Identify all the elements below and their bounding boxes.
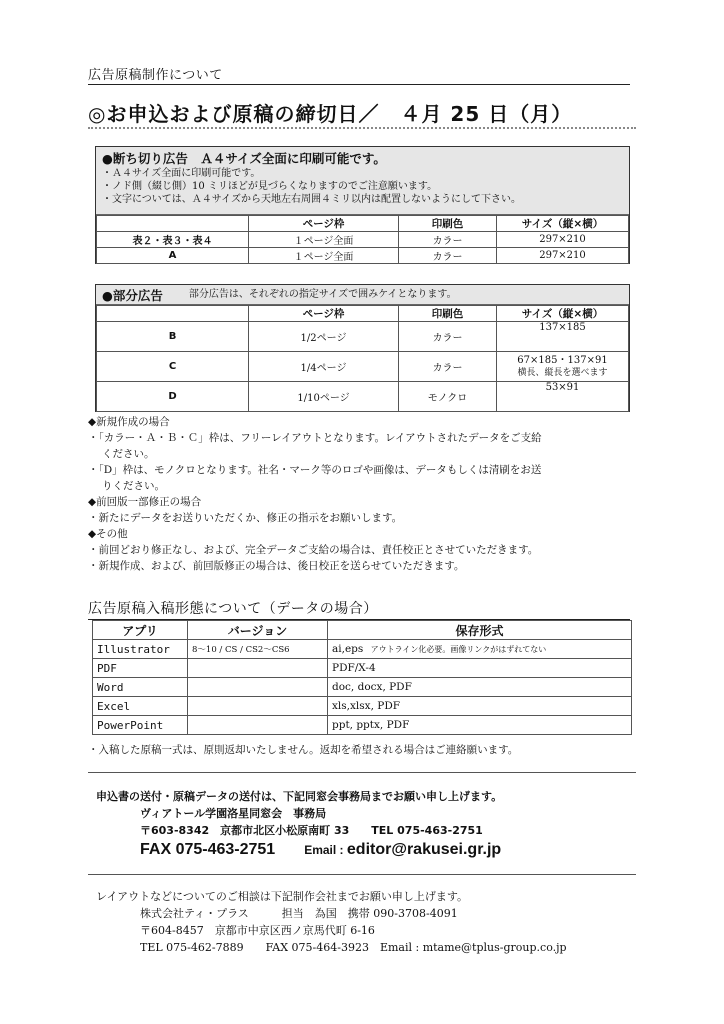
format-cell-version <box>188 659 328 678</box>
partial-cell-size <box>497 382 629 412</box>
bleed-cell-size: 297×210 <box>497 248 629 264</box>
table-row <box>97 352 629 382</box>
deadline-underline <box>88 127 636 129</box>
format-header-app: アプリ <box>93 621 188 640</box>
format-cell-format <box>328 640 632 659</box>
table-row <box>93 659 632 678</box>
bleed-header-page: ページ枠 <box>249 216 399 232</box>
format-header-version: バージョン <box>188 621 328 640</box>
contact-alumni-email[interactable]: editor@rakusei.gr.jp <box>346 841 502 858</box>
notes-new-2a: ・「D」枠は、モノクロとなります。社名・マーク等のロゴや画像は、データもしくは清刷をお送 <box>88 464 542 476</box>
format-cell-version <box>188 716 328 735</box>
contact-company-lead: レイアウトなどについてのご相談は下記制作会社までお願い申し上げます。 <box>96 890 469 903</box>
bleed-ad-header <box>96 147 629 215</box>
partial-cell-color: カラー <box>399 322 497 352</box>
format-cell-app: Word <box>93 678 188 697</box>
divider-2 <box>88 874 636 875</box>
notes-prev-heading: ◆前回版一部修正の場合 <box>88 496 202 508</box>
partial-size-note: 横長、縦長を選べます <box>517 367 608 378</box>
partial-header-color: 印刷色 <box>399 306 497 322</box>
contact-alumni-fax: FAX 075-463-2751 <box>140 841 276 858</box>
notes-other-1: ・前回どおり修正なし、および、完全データご支給の場合は、責任校正とさせていただきます。 <box>88 544 539 556</box>
bleed-cell-code: 表２・表３・表４ <box>97 232 249 248</box>
notes-other-heading: ◆その他 <box>88 528 128 540</box>
notes-prev-1: ・新たにデータをお送りいただくか、修正の指示をお願いします。 <box>88 512 403 524</box>
format-cell-format: doc, docx, PDF <box>328 678 632 697</box>
partial-size-value: 137×185 <box>539 322 586 333</box>
notes-other-2: ・新規作成、および、前回版修正の場合は、後日校正を送らせていただきます。 <box>88 560 465 572</box>
format-cell-version <box>188 678 328 697</box>
table-row <box>93 697 632 716</box>
bleed-note-3: ・文字については、Ａ４サイズから天地左右周囲４ミリ以内は配置しないようにして下さい。 <box>102 194 521 205</box>
partial-header-size: サイズ（縦×横） <box>497 306 629 322</box>
bleed-header-blank <box>97 216 249 232</box>
bleed-cell-color: カラー <box>399 248 497 264</box>
format-cell-format: PDF/X-4 <box>328 659 632 678</box>
partial-cell-size <box>497 322 629 352</box>
table-row <box>97 232 629 248</box>
format-cell-version <box>188 697 328 716</box>
contact-alumni-block <box>96 788 656 859</box>
table-row <box>97 248 629 264</box>
contact-company-tel: TEL 075-462-7889 FAX 075-464-3923 Email : mtame@tplus-group.co.jp <box>140 941 567 954</box>
section-title-ad-production: 広告原稿制作について <box>88 64 630 85</box>
format-cell-version: 8〜10 / CS / CS2〜CS6 <box>188 640 328 659</box>
partial-cell-code: C <box>97 352 249 382</box>
notes-block <box>88 414 648 574</box>
partial-cell-code: D <box>97 382 249 412</box>
bleed-cell-code: A <box>97 248 249 264</box>
bleed-cell-page: １ページ全面 <box>249 248 399 264</box>
contact-alumni-address: 〒603-8342 京都市北区小松原南町 33 TEL 075-463-2751 <box>140 824 483 837</box>
bleed-ad-table <box>96 215 629 264</box>
table-row <box>93 716 632 735</box>
partial-cell-color: モノクロ <box>399 382 497 412</box>
bleed-ad-heading: ●断ち切り広告 Ａ４サイズ全面に印刷可能です。 <box>102 151 386 166</box>
format-cell-format: ppt, pptx, PDF <box>328 716 632 735</box>
section-title-data-format: 広告原稿入稿形態について（データの場合） <box>88 598 630 620</box>
format-cell-format: xls,xlsx, PDF <box>328 697 632 716</box>
partial-cell-page: 1/4ページ <box>249 352 399 382</box>
table-row <box>97 322 629 352</box>
format-cell-app: Illustrator <box>93 640 188 659</box>
format-cell-app: Excel <box>93 697 188 716</box>
bleed-header-size: サイズ（縦×横） <box>497 216 629 232</box>
partial-cell-page: 1/10ページ <box>249 382 399 412</box>
format-cell-app: PowerPoint <box>93 716 188 735</box>
deadline-title: ◎お申込および原稿の締切日／ ４月 25 日（月） <box>88 102 573 126</box>
format-value: ai,eps <box>332 643 364 655</box>
partial-ad-heading: ●部分広告 <box>102 287 163 303</box>
data-format-footnote: ・入稿した原稿一式は、原則返却いたしません。返却を希望される場合はご連絡願います。 <box>88 744 519 756</box>
notes-new-heading: ◆新規作成の場合 <box>88 416 170 428</box>
bleed-cell-page: １ページ全面 <box>249 232 399 248</box>
partial-cell-size <box>497 352 629 382</box>
bleed-ad-box <box>95 146 630 264</box>
contact-company-block <box>96 888 656 956</box>
bleed-cell-size: 297×210 <box>497 232 629 248</box>
contact-alumni-fax-row <box>96 841 656 859</box>
partial-size-value: 53×91 <box>545 382 580 393</box>
contact-company-address: 〒604-8457 京都市中京区西ノ京馬代町 6-16 <box>140 924 375 937</box>
contact-alumni-org: ヴィアトール学園洛星同窓会 事務局 <box>140 807 327 820</box>
partial-header-page: ページ枠 <box>249 306 399 322</box>
bleed-note-2: ・ノド側（綴じ側）10 ミリほどが見づらくなりますのでご注意願います。 <box>102 181 438 192</box>
table-row <box>93 640 632 659</box>
format-cell-app: PDF <box>93 659 188 678</box>
partial-cell-page: 1/2ページ <box>249 322 399 352</box>
bleed-cell-color: カラー <box>399 232 497 248</box>
partial-cell-code: B <box>97 322 249 352</box>
partial-ad-header <box>96 285 629 305</box>
partial-size-value: 67×185・137×91 <box>517 354 608 366</box>
bleed-header-color: 印刷色 <box>399 216 497 232</box>
partial-cell-color: カラー <box>399 352 497 382</box>
bleed-note-1: ・Ａ４サイズ全面に印刷可能です。 <box>102 168 261 179</box>
notes-new-1a: ・「カラー・Ａ・Ｂ・Ｃ」枠は、フリーレイアウトとなります。レイアウトされたデータをご支給 <box>88 432 542 444</box>
contact-alumni-email-label: Email : <box>304 843 347 857</box>
partial-ad-box <box>95 284 630 412</box>
partial-header-blank <box>97 306 249 322</box>
contact-company-name: 株式会社ティ・プラス 担当 為国 携帯 090-3708-4091 <box>140 907 458 920</box>
contact-alumni-lead: 申込書の送付・原稿データの送付は、下記同窓会事務局までお願い申し上げます。 <box>96 790 503 803</box>
format-header-format: 保存形式 <box>328 621 632 640</box>
table-row <box>97 382 629 412</box>
partial-ad-table <box>96 305 629 412</box>
data-format-table <box>92 620 632 735</box>
notes-new-2b: りください。 <box>102 480 165 492</box>
notes-new-1b: ください。 <box>102 448 155 460</box>
table-row <box>93 678 632 697</box>
partial-ad-subheading: 部分広告は、それぞれの指定サイズで囲みケイとなります。 <box>188 289 457 300</box>
divider-1 <box>88 772 636 773</box>
format-note: アウトライン化必要。画像リンクがはずれてない <box>370 645 547 654</box>
